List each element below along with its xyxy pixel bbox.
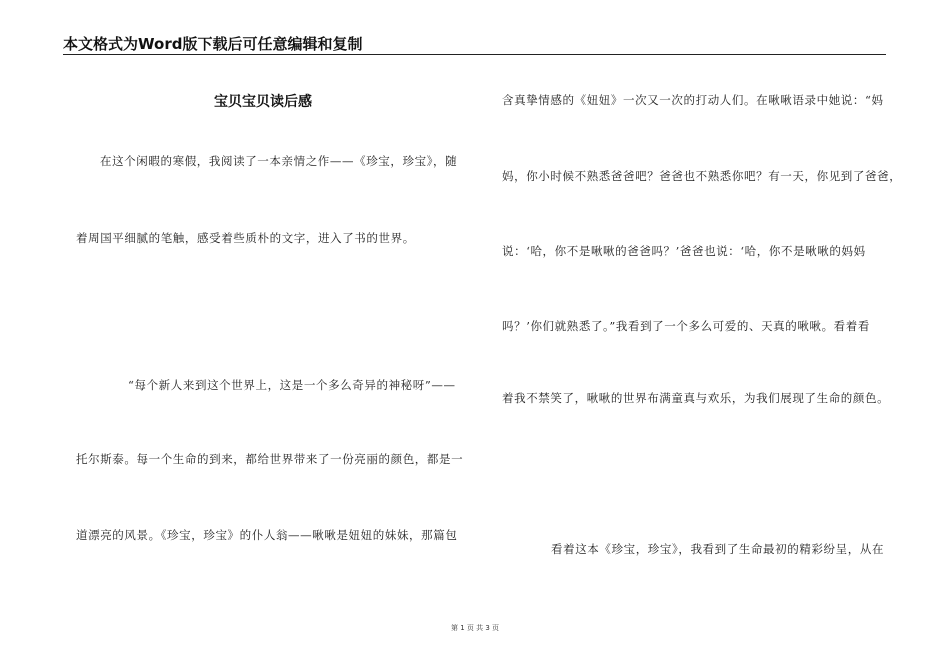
paragraph-line: 在这个闲暇的寒假，我阅读了一本亲情之作——《珍宝，珍宝》，随 bbox=[100, 154, 458, 168]
article-title: 宝贝宝贝读后感 bbox=[214, 94, 312, 110]
paragraph-line: 着周国平细腻的笔触，感受着些质朴的文字，进入了书的世界。 bbox=[76, 231, 415, 245]
paragraph-line: 吗？’你们就熟悉了。”我看到了一个多么可爱的、天真的啾啾。看着看 bbox=[502, 319, 870, 333]
paragraph-line: 着我不禁笑了，啾啾的世界布满童真与欢乐，为我们展现了生命的颜色。 bbox=[502, 391, 890, 405]
paragraph-line: 看着这本《珍宝，珍宝》，我看到了生命最初的精彩纷呈，从在 bbox=[551, 542, 885, 556]
document-header: 本文格式为Word版下载后可任意编辑和复制 bbox=[63, 35, 363, 53]
header-divider bbox=[63, 54, 886, 55]
paragraph-line: 道漂亮的风景。《珍宝，珍宝》的仆人翁——啾啾是妞妞的妹妹，那篇包 bbox=[76, 528, 458, 542]
paragraph-line: 含真挚情感的《妞妞》一次又一次的打动人们。在啾啾语录中她说：“妈 bbox=[502, 93, 884, 107]
paragraph-line: 说：‘哈，你不是啾啾的爸爸吗？’爸爸也说：‘哈，你不是啾啾的妈妈 bbox=[502, 244, 866, 258]
paragraph-line: 妈，你小时候不熟悉爸爸吧？爸爸也不熟悉你吧？有一天，你见到了爸爸， bbox=[502, 169, 902, 183]
paragraph-line: 托尔斯泰。每一个生命的到来，都给世界带来了一份亮丽的颜色，都是一 bbox=[76, 452, 464, 466]
page-number: 第 1 页 共 3 页 bbox=[450, 624, 500, 632]
paragraph-line: “每个新人来到这个世界上，这是一个多么奇异的神秘呀”—— bbox=[128, 378, 456, 392]
